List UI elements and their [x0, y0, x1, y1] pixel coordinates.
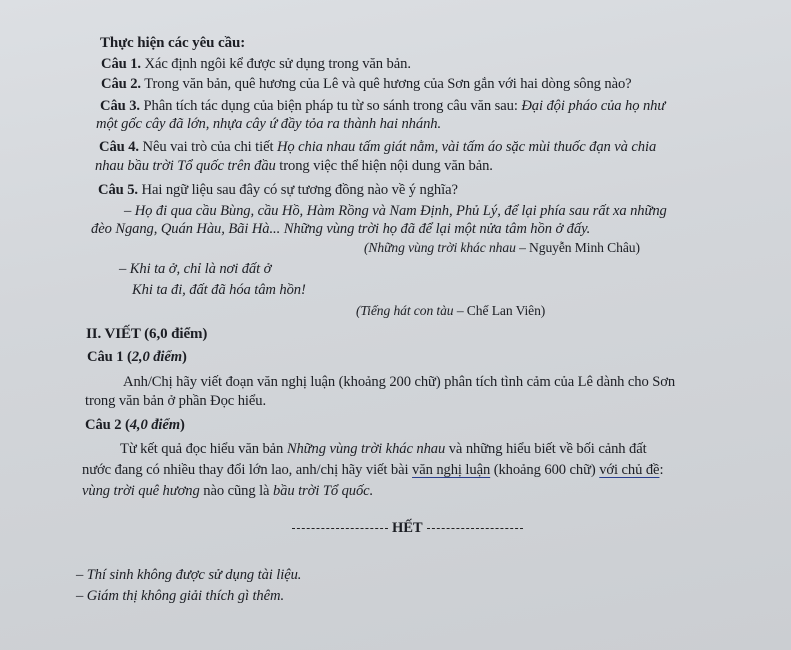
writing-2-l3b: nào cũng là — [199, 483, 273, 499]
question-4-text: Nêu vai trò của chi tiết — [138, 139, 277, 155]
writing-2-l2e: : — [659, 462, 664, 478]
question-3-text: Phân tích tác dụng của biện pháp tu từ so sánh trong câu văn sau: — [139, 98, 522, 114]
writing-2-line3 — [82, 482, 373, 500]
poem-source — [356, 302, 545, 320]
question-2 — [101, 75, 632, 93]
section-2-title: II. VIẾT (6,0 điểm) — [86, 326, 208, 342]
question-5-label: Câu 5. — [98, 182, 138, 198]
writing-2-line2 — [82, 461, 663, 479]
writing-2-l1c: và những hiểu biết về bối cảnh đất — [445, 441, 647, 457]
writing-1-points: 2,0 điểm — [131, 349, 182, 365]
question-5 — [98, 181, 458, 199]
excerpt-1-source-author: – Nguyễn Minh Châu) — [515, 240, 640, 255]
excerpt-1-line1: – Họ đi qua cầu Bùng, cầu Hồ, Hàm Rồng và Nam Định, Phủ Lý, để lại phía sau rất xa những — [124, 203, 667, 219]
writing-2-points: 4,0 điểm — [129, 417, 180, 433]
writing-2-l1a: Từ kết quả đọc hiểu văn bản — [120, 441, 287, 457]
excerpt-1-source-title: (Những vùng trời khác nhau — [364, 240, 516, 255]
writing-2-l3a: vùng trời quê hương — [82, 483, 200, 499]
question-1 — [101, 55, 411, 73]
note-2: – Giám thị không giải thích gì thêm. — [76, 588, 284, 604]
question-1-text: Xác định ngôi kể được sử dụng trong văn bản. — [140, 56, 411, 72]
writing-1-line1: Anh/Chị hãy viết đoạn văn nghị luận (khoảng 200 chữ) phân tích tình cảm của Lê dành cho Sơn — [123, 374, 676, 390]
writing-1-close: ) — [182, 349, 187, 365]
end-dash-left — [292, 528, 388, 529]
writing-2-label: Câu 2 ( — [85, 417, 130, 433]
excerpt-1-source — [364, 239, 640, 257]
poem-source-title: (Tiếng hát con tàu — [356, 303, 454, 318]
question-3-label: Câu 3. — [100, 98, 140, 114]
poem-line-1: – Khi ta ở, chỉ là nơi đất ở — [119, 261, 272, 277]
writing-2-l2a: nước đang có nhiều thay đổi lớn lao, anh/chị hãy viết bài — [82, 462, 413, 478]
writing-1-line2: trong văn bản ở phần Đọc hiểu. — [85, 393, 267, 409]
writing-1-heading — [87, 348, 187, 366]
end-dash-right — [427, 528, 523, 529]
end-text: HẾT — [392, 520, 423, 536]
question-1-label: Câu 1. — [101, 56, 141, 72]
writing-1-label: Câu 1 ( — [87, 349, 132, 365]
writing-2-underlined-1: văn nghị luận — [412, 462, 491, 478]
question-4-quote-cont: nhau bầu trời Tổ quốc trên đầu — [95, 158, 276, 174]
heading: Thực hiện các yêu cầu: — [100, 35, 246, 51]
question-4-quote: Họ chia nhau tấm giát nằm, vài tấm áo sặc mùi thuốc đạn và chia — [276, 139, 657, 155]
writing-2-line1 — [120, 440, 647, 458]
question-5-text: Hai ngữ liệu sau đây có sự tương đồng nào về ý nghĩa? — [137, 182, 458, 198]
writing-2-heading — [85, 416, 185, 434]
question-4-line2 — [95, 157, 493, 175]
question-2-text: Trong văn bản, quê hương của Lê và quê hương của Sơn gắn với hai dòng sông nào? — [140, 76, 632, 92]
question-4-line1 — [99, 138, 656, 156]
question-3-quote: Đại đội pháo của họ như — [521, 98, 666, 114]
note-1: – Thí sinh không được sử dụng tài liệu. — [76, 567, 302, 583]
question-4-text-cont: trong việc thể hiện nội dung văn bản. — [275, 158, 493, 174]
end-marker — [288, 519, 527, 537]
question-3-line2: một gốc cây đã lớn, nhựa cây ứ đầy tỏa ra thành hai nhánh. — [96, 116, 442, 132]
writing-2-l2c: (khoảng 600 chữ) — [490, 462, 600, 478]
writing-2-underlined-2: với chủ đề — [599, 462, 660, 478]
question-4-label: Câu 4. — [99, 139, 139, 155]
question-2-label: Câu 2. — [101, 76, 141, 92]
writing-2-l3c: bầu trời Tổ quốc. — [272, 483, 374, 499]
question-3-line1 — [100, 97, 665, 115]
poem-source-author: – Chế Lan Viên) — [453, 303, 546, 318]
writing-2-close: ) — [180, 417, 185, 433]
poem-line-2: Khi ta đi, đất đã hóa tâm hồn! — [132, 282, 306, 298]
writing-2-title: Những vùng trời khác nhau — [286, 441, 446, 457]
excerpt-1-line2: đèo Ngang, Quán Hàu, Bãi Hà... Những vùng trời họ đã để lại một nửa tâm hồn ở đấy. — [91, 221, 591, 237]
